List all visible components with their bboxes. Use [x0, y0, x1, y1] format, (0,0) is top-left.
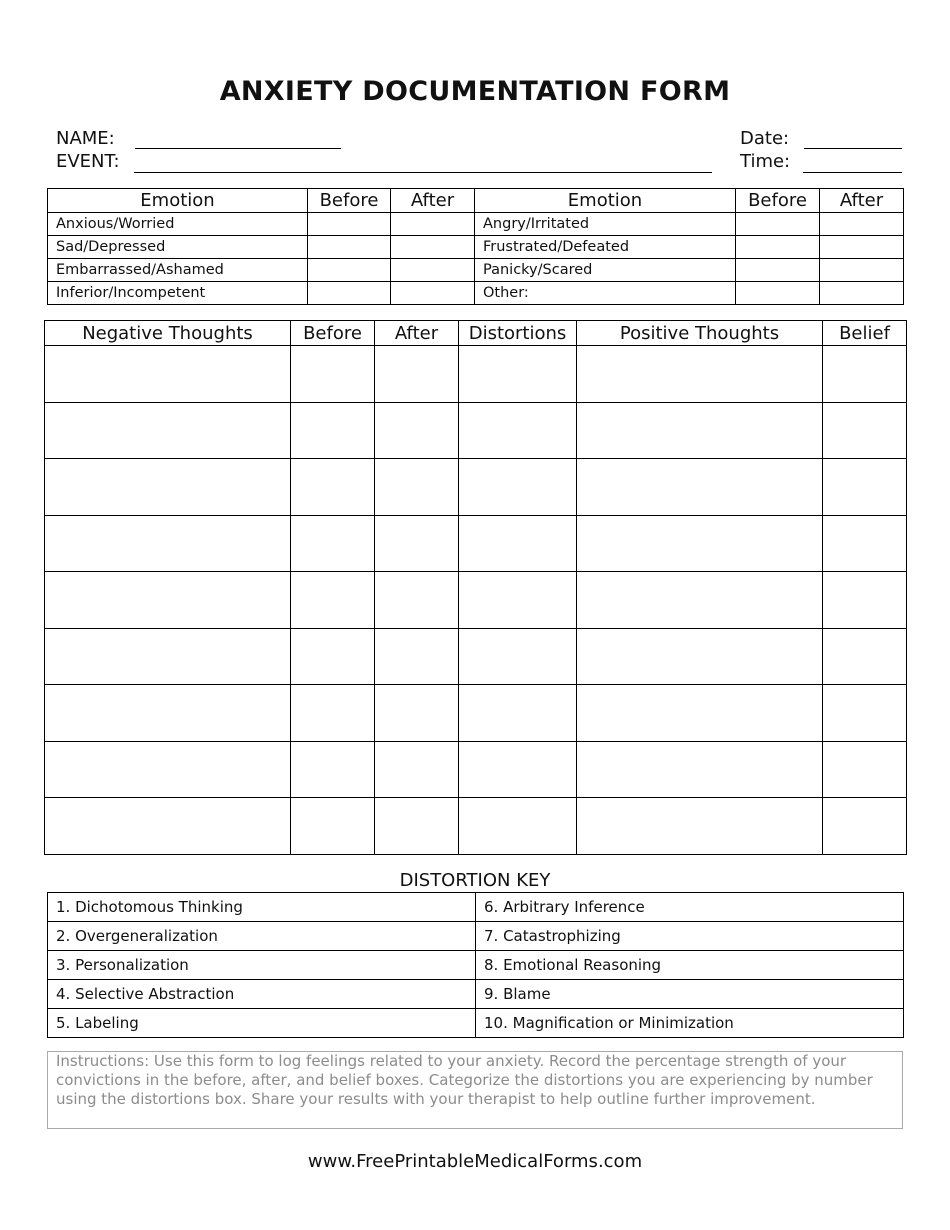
after-header: After — [820, 189, 904, 213]
before-header: Before — [308, 189, 391, 213]
table-row — [45, 515, 907, 572]
thoughts-body — [45, 346, 907, 855]
thoughts-table — [44, 320, 907, 855]
after-cell[interactable] — [391, 282, 475, 305]
distortions-header: Distortions — [459, 321, 577, 346]
before-cell[interactable] — [736, 236, 820, 259]
time-field[interactable] — [803, 172, 902, 173]
emotion-label: Other: — [475, 282, 736, 305]
before-cell[interactable] — [291, 628, 375, 685]
table-row — [45, 685, 907, 742]
date-field[interactable] — [804, 148, 902, 149]
table-row — [45, 628, 907, 685]
positive-thought-cell[interactable] — [577, 515, 823, 572]
before-cell[interactable] — [291, 346, 375, 403]
negative-thought-cell[interactable] — [45, 685, 291, 742]
belief-header: Belief — [823, 321, 907, 346]
table-row — [45, 741, 907, 798]
table-row — [48, 1009, 904, 1038]
belief-cell[interactable] — [823, 515, 907, 572]
distortion-item: 8. Emotional Reasoning — [476, 951, 904, 980]
belief-cell[interactable] — [823, 402, 907, 459]
distortion-item: 4. Selective Abstraction — [48, 980, 476, 1009]
after-cell[interactable] — [820, 282, 904, 305]
before-cell[interactable] — [291, 741, 375, 798]
positive-thought-cell[interactable] — [577, 741, 823, 798]
after-cell[interactable] — [375, 572, 459, 629]
before-cell[interactable] — [308, 259, 391, 282]
positive-thought-cell[interactable] — [577, 685, 823, 742]
positive-thoughts-header: Positive Thoughts — [577, 321, 823, 346]
after-cell[interactable] — [375, 685, 459, 742]
emotion-label: Sad/Depressed — [48, 236, 308, 259]
emotion-table — [47, 188, 904, 305]
distortion-item: 7. Catastrophizing — [476, 922, 904, 951]
distortions-cell[interactable] — [459, 459, 577, 516]
belief-cell[interactable] — [823, 741, 907, 798]
before-header: Before — [291, 321, 375, 346]
table-row — [45, 459, 907, 516]
before-cell[interactable] — [291, 572, 375, 629]
before-cell[interactable] — [736, 213, 820, 236]
after-cell[interactable] — [391, 259, 475, 282]
negative-thought-cell[interactable] — [45, 798, 291, 855]
emotion-header: Emotion — [475, 189, 736, 213]
negative-thought-cell[interactable] — [45, 628, 291, 685]
after-cell[interactable] — [375, 741, 459, 798]
emotion-label: Panicky/Scared — [475, 259, 736, 282]
distortions-cell[interactable] — [459, 741, 577, 798]
footer-link[interactable]: www.FreePrintableMedicalForms.com — [307, 1151, 643, 1172]
distortions-cell[interactable] — [459, 685, 577, 742]
distortions-cell[interactable] — [459, 402, 577, 459]
before-cell[interactable] — [308, 282, 391, 305]
negative-thought-cell[interactable] — [45, 741, 291, 798]
table-row — [48, 893, 904, 922]
event-field[interactable] — [134, 172, 712, 173]
distortions-cell[interactable] — [459, 346, 577, 403]
distortion-item: 2. Overgeneralization — [48, 922, 476, 951]
emotion-label: Embarrassed/Ashamed — [48, 259, 308, 282]
table-row — [48, 236, 904, 259]
date-label: Date: — [740, 128, 790, 149]
emotion-label: Angry/Irritated — [475, 213, 736, 236]
negative-thought-cell[interactable] — [45, 346, 291, 403]
thoughts-table-header — [45, 321, 907, 346]
distortion-item: 1. Dichotomous Thinking — [48, 893, 476, 922]
belief-cell[interactable] — [823, 459, 907, 516]
distortion-item: 10. Magnification or Minimization — [476, 1009, 904, 1038]
before-cell[interactable] — [291, 459, 375, 516]
positive-thought-cell[interactable] — [577, 572, 823, 629]
belief-cell[interactable] — [823, 346, 907, 403]
distortions-cell[interactable] — [459, 572, 577, 629]
table-row — [48, 282, 904, 305]
after-cell[interactable] — [375, 459, 459, 516]
table-row — [48, 259, 904, 282]
negative-thought-cell[interactable] — [45, 515, 291, 572]
before-cell[interactable] — [736, 259, 820, 282]
before-header: Before — [736, 189, 820, 213]
positive-thought-cell[interactable] — [577, 628, 823, 685]
before-cell[interactable] — [291, 515, 375, 572]
negative-thought-cell[interactable] — [45, 459, 291, 516]
table-row — [48, 922, 904, 951]
positive-thought-cell[interactable] — [577, 459, 823, 516]
belief-cell[interactable] — [823, 798, 907, 855]
after-cell[interactable] — [391, 213, 475, 236]
table-row — [45, 572, 907, 629]
before-cell[interactable] — [308, 236, 391, 259]
before-cell[interactable] — [736, 282, 820, 305]
distortions-cell[interactable] — [459, 515, 577, 572]
belief-cell[interactable] — [823, 685, 907, 742]
distortion-item: 5. Labeling — [48, 1009, 476, 1038]
after-cell[interactable] — [375, 346, 459, 403]
emotion-label: Frustrated/Defeated — [475, 236, 736, 259]
distortion-key-table — [47, 892, 904, 1038]
after-cell[interactable] — [820, 259, 904, 282]
before-cell[interactable] — [291, 402, 375, 459]
after-cell[interactable] — [375, 402, 459, 459]
after-cell[interactable] — [391, 236, 475, 259]
table-row — [48, 980, 904, 1009]
after-cell[interactable] — [820, 236, 904, 259]
positive-thought-cell[interactable] — [577, 798, 823, 855]
belief-cell[interactable] — [823, 572, 907, 629]
positive-thought-cell[interactable] — [577, 402, 823, 459]
after-cell[interactable] — [375, 798, 459, 855]
table-row — [48, 951, 904, 980]
distortion-item: 3. Personalization — [48, 951, 476, 980]
distortion-item: 6. Arbitrary Inference — [476, 893, 904, 922]
after-cell[interactable] — [375, 628, 459, 685]
table-row — [45, 346, 907, 403]
after-cell[interactable] — [375, 515, 459, 572]
after-header: After — [375, 321, 459, 346]
table-row — [45, 402, 907, 459]
page-title: ANXIETY DOCUMENTATION FORM — [219, 76, 731, 107]
instructions-box: Instructions: Use this form to log feelings related to your anxiety. Record the percentage strength of your convictions in the before, after, and belief boxes. Categorize the distortions you are experiencing by number using the distortions box. Share your results with your therapist to help outline further improvement. — [47, 1051, 903, 1129]
emotion-header: Emotion — [48, 189, 308, 213]
after-header: After — [391, 189, 475, 213]
distortions-cell[interactable] — [459, 798, 577, 855]
after-cell[interactable] — [820, 213, 904, 236]
negative-thought-cell[interactable] — [45, 572, 291, 629]
before-cell[interactable] — [291, 798, 375, 855]
name-field[interactable] — [135, 148, 341, 149]
emotion-table-header — [48, 189, 904, 213]
before-cell[interactable] — [308, 213, 391, 236]
distortion-key-title: DISTORTION KEY — [399, 870, 551, 891]
table-row — [48, 213, 904, 236]
emotion-label: Anxious/Worried — [48, 213, 308, 236]
table-row — [45, 798, 907, 855]
negative-thought-cell[interactable] — [45, 402, 291, 459]
before-cell[interactable] — [291, 685, 375, 742]
time-label: Time: — [740, 151, 791, 172]
distortion-item: 9. Blame — [476, 980, 904, 1009]
event-label: EVENT: — [56, 151, 120, 172]
negative-thoughts-header: Negative Thoughts — [45, 321, 291, 346]
name-label: NAME: — [56, 128, 115, 149]
distortions-cell[interactable] — [459, 628, 577, 685]
belief-cell[interactable] — [823, 628, 907, 685]
positive-thought-cell[interactable] — [577, 346, 823, 403]
emotion-label: Inferior/Incompetent — [48, 282, 308, 305]
